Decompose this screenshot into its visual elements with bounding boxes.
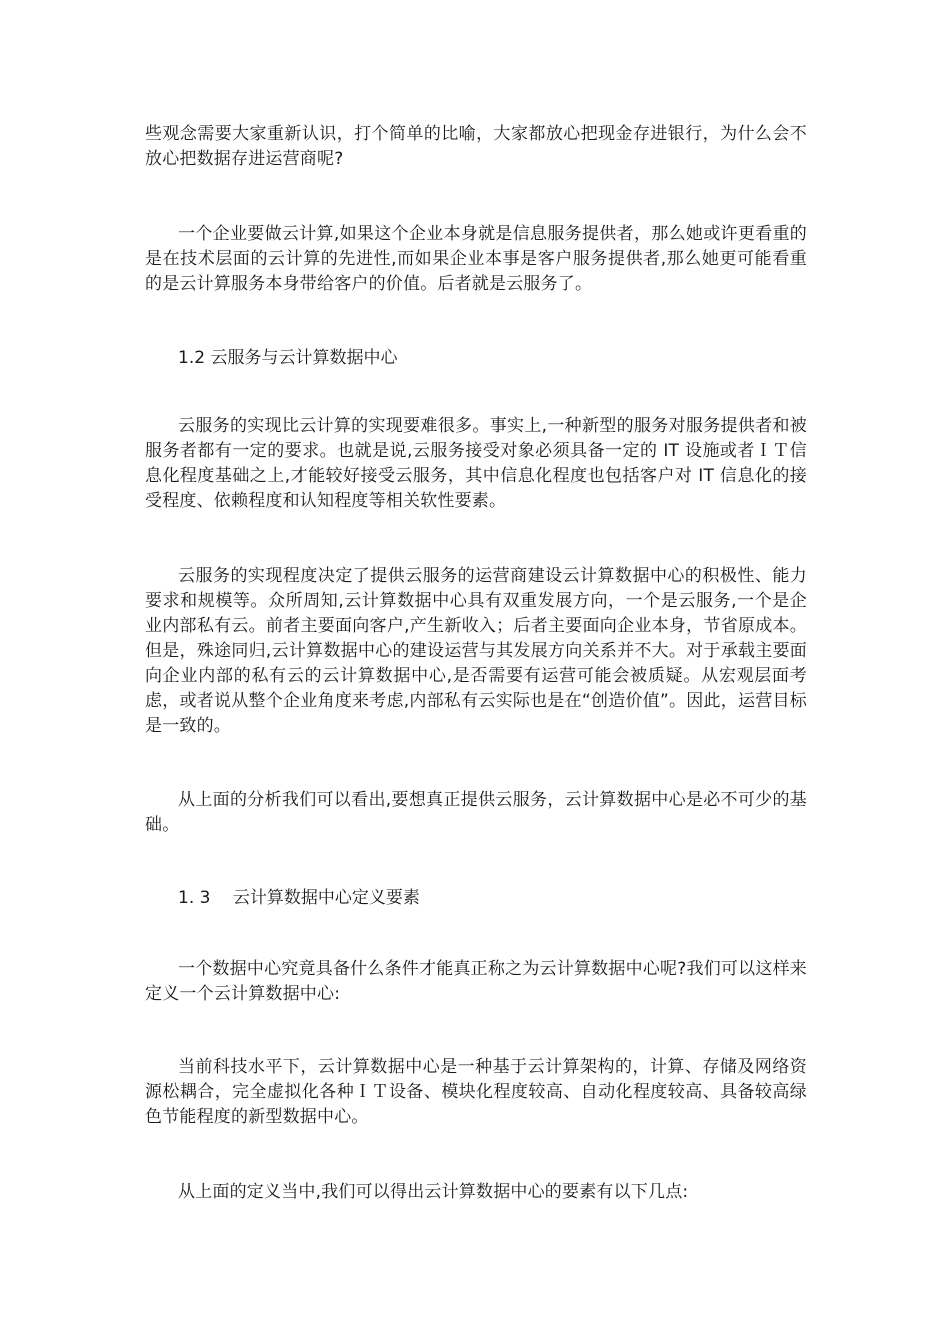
paragraph-analysis-conclusion: 从上面的分析我们可以看出,要想真正提供云服务，云计算数据中心是必不可少的基础。 xyxy=(145,790,807,835)
paragraph-definition-question: 一个数据中心究竟具备什么条件才能真正称之为云计算数据中心呢?我们可以这样来定义一个云计算数据中心: xyxy=(145,959,807,1004)
section-heading-1-2: 1.2 云服务与云计算数据中心 xyxy=(178,348,398,368)
paragraph-intro-continuation: 些观念需要大家重新认识，打个简单的比喻，大家都放心把现金存进银行，为什么会不放心把数据存进运营商呢? xyxy=(145,124,807,169)
paragraph-cloud-service-degree: 云服务的实现程度决定了提供云服务的运营商建设云计算数据中心的积极性、能力要求和规模等。众所周知,云计算数据中心具有双重发展方向，一个是云服务,一个是企业内部私有云。前者主要面向客户,产生新收入；后者主要面向企业本身，节省原成本。但是，殊途同归,云计算数据中心的建设运营与其发展方向关系并不大。对于承载主要面向企业内部的私有云的云计算数据中心,是否需要有运营可能会被质疑。从宏观层面考虑，或者说从整个企业角度来考虑,内部私有云实际也是在“创造价值”。因此，运营目标是一致的。 xyxy=(145,566,807,736)
paragraph-elements-intro: 从上面的定义当中,我们可以得出云计算数据中心的要素有以下几点: xyxy=(178,1182,689,1202)
paragraph-definition: 当前科技水平下，云计算数据中心是一种基于云计算架构的，计算、存储及网络资源松耦合，完全虚拟化各种ＩＴ设备、模块化程度较高、自动化程度较高、具备较高绿色节能程度的新型数据中心。 xyxy=(145,1057,807,1127)
paragraph-enterprise-cloud: 一个企业要做云计算,如果这个企业本身就是信息服务提供者，那么她或许更看重的是在技术层面的云计算的先进性,而如果企业本事是客户服务提供者,那么她更可能看重的是云计算服务本身带给客户的价值。后者就是云服务了。 xyxy=(145,224,807,294)
paragraph-cloud-service-requirements: 云服务的实现比云计算的实现要难很多。事实上,一种新型的服务对服务提供者和被服务者都有一定的要求。也就是说,云服务接受对象必须具备一定的 IT 设施或者ＩＴ信息化程度基础之上,才能较好接受云服务，其中信息化程度也包括客户对 IT 信息化的接受程度、依赖程度和认知程度等相关软性要素。 xyxy=(145,416,807,511)
section-heading-1-3: 1. 3 云计算数据中心定义要素 xyxy=(178,888,420,908)
